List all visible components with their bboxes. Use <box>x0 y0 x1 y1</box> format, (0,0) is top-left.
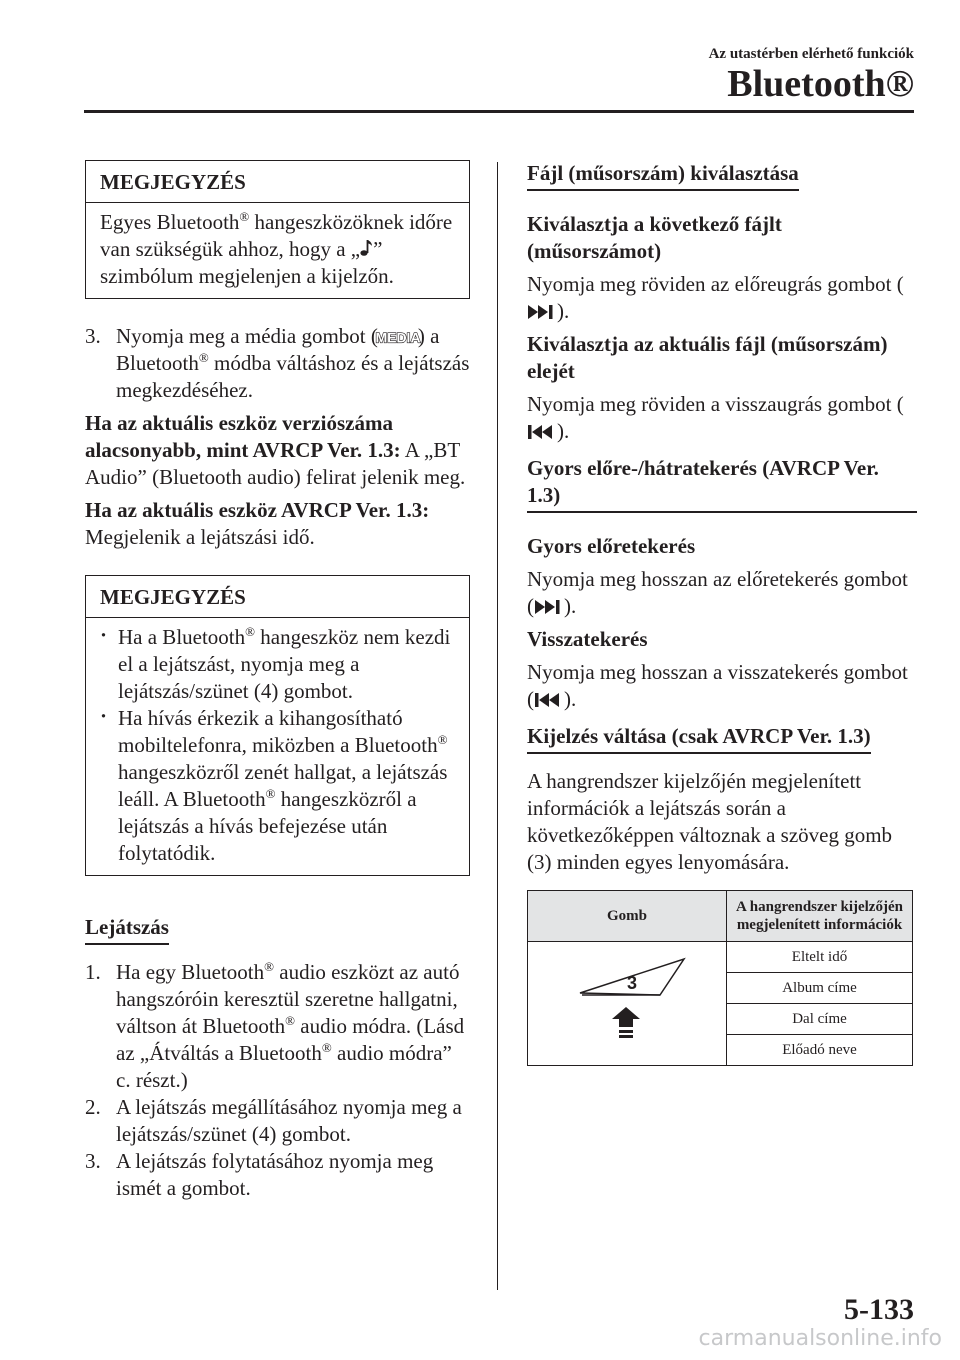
info-cell: Dal címe <box>727 1004 913 1035</box>
next-file-heading: Kiválasztja a következő fájlt (műsorszámot) <box>527 212 782 263</box>
right-column <box>527 160 917 1066</box>
info-cell: Eltelt idő <box>727 942 913 973</box>
track-start-text: Nyomja meg röviden a visszaugrás gombot (). <box>527 392 904 443</box>
playback-list <box>85 959 470 1202</box>
track-start-heading: Kiválasztja az aktuális fájl (műsorszám) elejét <box>527 332 888 383</box>
next-file-text: Nyomja meg röviden az előreugrás gombot (). <box>527 272 904 323</box>
display-info-table <box>527 890 913 1066</box>
file-select-heading: Fájl (műsorszám) kiválasztása <box>527 160 799 191</box>
list-item: 3. A lejátszás folytatásához nyomja meg ismét a gombot. <box>85 1149 434 1200</box>
rewind-text: Nyomja meg hosszan a visszatekerés gombot ( ). <box>527 660 908 711</box>
rewind-subheading: Visszatekerés <box>527 627 648 651</box>
music-note-icon <box>360 239 373 257</box>
column-divider <box>497 162 498 1290</box>
note-body-1: Egyes Bluetooth® hangeszközöknek időre van szükségük ahhoz, hogy a „ ” szimbólum megjelenjen a kijelzőn. <box>100 209 453 288</box>
display-switch-heading: Kijelzés váltása (csak AVRCP Ver. 1.3) <box>527 723 871 754</box>
skip-back-icon <box>527 424 557 440</box>
display-switch-text: A hangrendszer kijelzőjén megjelenített információk a lejátszás során a következőképpen változnak a szöveg gomb (3) minden egyes lenyomására. <box>527 769 893 874</box>
step-3-list <box>85 323 470 404</box>
media-icon-label: MEDIA <box>375 329 421 346</box>
media-button-icon <box>375 329 421 346</box>
fast-forward-rewind-heading: Gyors előre-/hátratekerés (AVRCP Ver. 1.3) <box>527 455 917 513</box>
fast-forward-text: Nyomja meg hosszan az előretekerés gombot ( ). <box>527 567 908 618</box>
header-subtitle: Az utastérben elérhető funkciók <box>708 46 914 62</box>
note-body-2 <box>86 618 469 875</box>
button-number-label: 3 <box>626 973 638 993</box>
note-title-1: MEGJEGYZÉS <box>86 161 469 203</box>
header-rule <box>84 110 914 113</box>
list-item: 1. Ha egy Bluetooth® audio eszközt az autó hangszóróin keresztül szeretne hallgatni, váltson át Bluetooth® audio módra. (Lásd az „Átváltás a Bluetooth® audio módra” c. részt.) <box>85 959 465 1092</box>
skip-back-icon <box>534 692 564 708</box>
table-row <box>528 942 913 973</box>
info-cell: Előadó neve <box>727 1035 913 1066</box>
info-cell: Album címe <box>727 973 913 1004</box>
fast-forward-subheading: Gyors előretekerés <box>527 534 696 558</box>
table-header-row <box>528 891 913 942</box>
note-bullet: · Ha hívás érkezik a kihangosítható mobiltelefonra, miközben a Bluetooth® hangeszközről zenét hallgat, a lejátszás leáll. A Bluetooth® hangeszközről a lejátszás a hívás befejezése után folytatódik. <box>100 705 455 867</box>
table-header-info: A hangrendszer kijelzőjén megjelenített információk <box>727 891 913 942</box>
skip-forward-icon <box>534 599 564 615</box>
note-box-2 <box>85 575 470 876</box>
version-avrcp-paragraph: Ha az aktuális eszköz AVRCP Ver. 1.3: Megjelenik a lejátszási idő. <box>85 498 430 549</box>
button-3-illustration <box>552 951 702 1051</box>
button-illustration-cell <box>528 942 727 1066</box>
note-title-2: MEGJEGYZÉS <box>86 576 469 618</box>
list-item: 3. Nyomja meg a média gombot ( MEDIA ) a Bluetooth® módba váltáshoz és a lejátszás megkezdéséhez. <box>85 324 470 402</box>
skip-forward-icon <box>527 304 557 320</box>
note-box-1 <box>85 160 470 299</box>
page-number: 5-133 <box>844 1293 914 1326</box>
note-bullet: · Ha a Bluetooth® hangeszköz nem kezdi el a lejátszást, nyomja meg a lejátszás/szünet (4) gombot. <box>100 624 455 705</box>
header-title: Bluetooth® <box>727 63 914 105</box>
watermark: carmanualsonline.info <box>698 1326 942 1351</box>
playback-heading: Lejátszás <box>85 914 169 945</box>
version-lower-paragraph: Ha az aktuális eszköz verziószáma alacsonyabb, mint AVRCP Ver. 1.3: A „BT Audio” (Bluetooth audio) felirat jelenik meg. <box>85 411 466 489</box>
list-item: 2. A lejátszás megállításához nyomja meg a lejátszás/szünet (4) gombot. <box>85 1095 462 1146</box>
left-column <box>85 160 470 1208</box>
table-header-button: Gomb <box>528 891 727 942</box>
